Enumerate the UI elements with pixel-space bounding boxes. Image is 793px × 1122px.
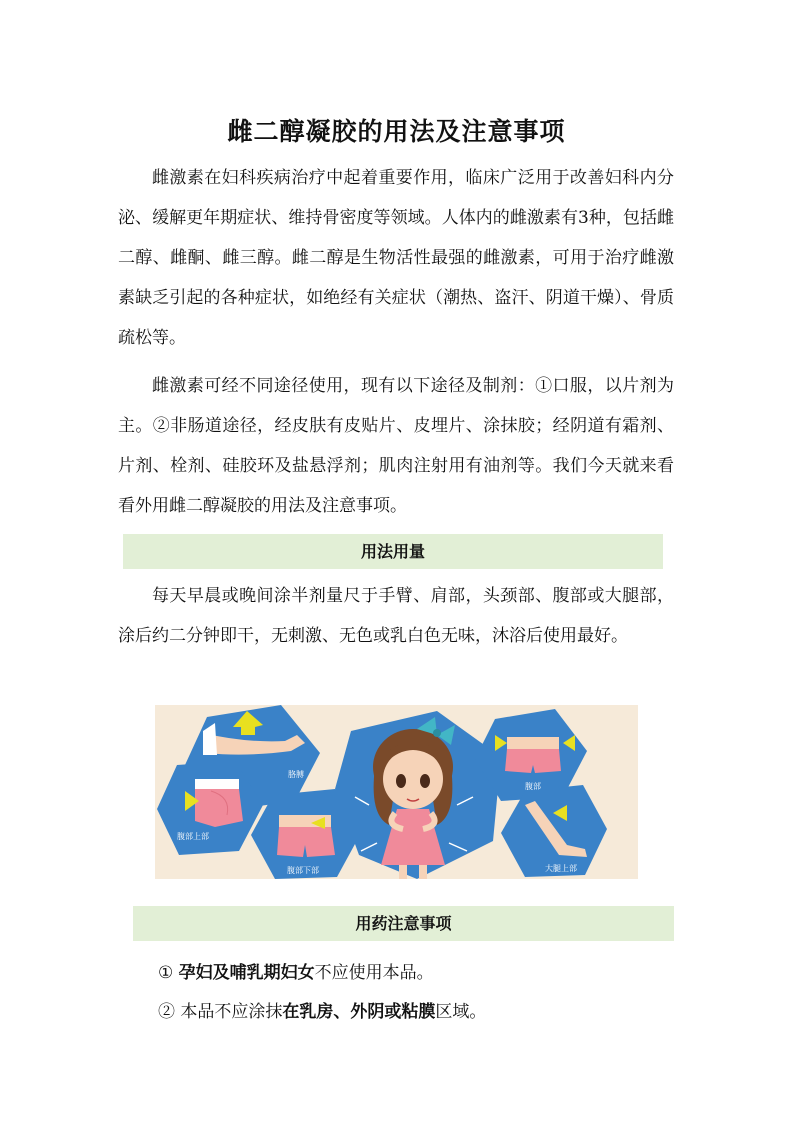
item-text-pre: 本品不应涂抹 (180, 1002, 283, 1022)
illus-label-lower-abdomen: 腹部下部 (287, 866, 319, 875)
illus-label-upper-abdomen: 腹部上部 (177, 832, 209, 841)
precautions-section-header: 用药注意事项 (133, 906, 674, 941)
illus-label-abdomen: 腹部 (525, 782, 541, 791)
item-bold-text: 在乳房、外阴或粘膜 (282, 1002, 436, 1022)
illus-label-thigh: 大腿上部 (545, 864, 577, 873)
document-title: 雌二醇凝胶的用法及注意事项 (227, 117, 566, 146)
item-bold-text: 孕妇及哺乳期妇女 (178, 963, 315, 983)
precaution-item-2 (158, 997, 486, 1027)
item-text: 不应使用本品。 (314, 963, 434, 983)
intro-paragraph: 雌激素在妇科疾病治疗中起着重要作用，临床广泛用于改善妇科内分泌、缓解更年期症状、维持骨密度等领域。人体内的雌激素有3种，包括雌二醇、雌酮、雌三醇。雌二醇是生物活性最强的雌激素，可用于治疗雌激素缺乏引起的各种症状，如绝经有关症状（潮热、盗汗、阴道干燥）、骨质疏松等。 (118, 168, 674, 348)
usage-section-header: 用法用量 (123, 534, 663, 569)
item-number: ① (158, 963, 174, 983)
routes-paragraph: 雌激素可经不同途径使用，现有以下途径及制剂：①口服，以片剂为主。②非肠道途径，经皮肤有皮贴片、皮埋片、涂抹胶；经阴道有霜剂、片剂、栓剂、硅胶环及盐悬浮剂；肌肉注射用有油剂等。我们今天就来看看外用雌二醇凝胶的用法及注意事项。 (118, 376, 674, 516)
illus-label-arm: 胳膊 (288, 770, 304, 779)
usage-paragraph: 每天早晨或晚间涂半剂量尺于手臂、肩部，头颈部、腹部或大腿部，涂后约二分钟即干，无刺激、无色或乳白色无味，沐浴后使用最好。 (118, 586, 674, 646)
precaution-item-1 (158, 958, 434, 988)
item-number: ② (158, 1002, 175, 1022)
application-sites-illustration (155, 705, 638, 879)
item-text: 区域。 (435, 1002, 487, 1022)
